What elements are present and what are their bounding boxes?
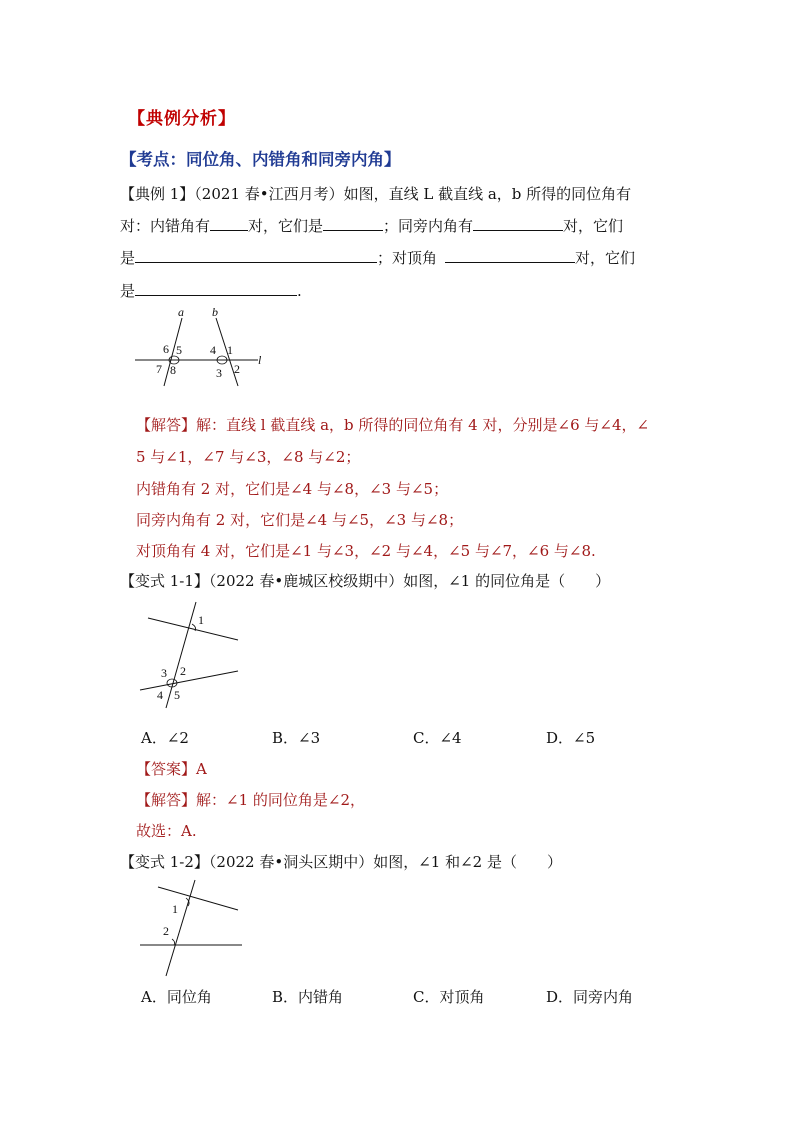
upper-line: [148, 618, 238, 640]
topic-heading: 【考点：同位角、内错角和同旁内角】: [120, 150, 401, 169]
upper-line: [158, 887, 238, 910]
blank-same-side-pairs[interactable]: [135, 248, 377, 263]
example1-line1: 【典例 1】（2021 春•江西月考）如图，直线 L 截直线 a，b 所得的同位角有: [120, 185, 632, 203]
variant1-question: 【变式 1-1】（2022 春•鹿城区校级期中）如图，∠1 的同位角是（ ）: [120, 572, 611, 590]
label-6: 6: [163, 342, 169, 356]
example1-line4-b: .: [297, 282, 302, 300]
example1-answer-line1: 【解答】解：直线 l 截直线 a，b 所得的同位角有 4 对，分别是∠6 与∠4，∠: [136, 416, 650, 434]
variant2-option-b[interactable]: B．内错角: [272, 988, 344, 1006]
label-l: l: [258, 353, 262, 367]
example1-line3-c: 对，它们: [575, 249, 636, 267]
lower-line: [140, 671, 238, 690]
label-2: 2: [180, 664, 186, 678]
example1-line2-d: 对，它们: [563, 217, 624, 235]
variant1-figure: [130, 600, 250, 710]
variant1-answer: 【答案】A: [136, 760, 207, 778]
label-4: 4: [210, 343, 216, 357]
label-4: 4: [157, 688, 163, 702]
blank-same-side-count[interactable]: [473, 216, 563, 231]
example1-answer-line3: 内错角有 2 对，它们是∠4 与∠8，∠3 与∠5；: [136, 480, 449, 498]
angle-arc-1: [192, 624, 196, 631]
blank-vertical-count[interactable]: [445, 248, 575, 263]
label-3: 3: [216, 366, 222, 380]
blank-inner-count[interactable]: [210, 216, 248, 231]
section-title: 【典例分析】: [128, 109, 236, 129]
example1-figure: [130, 300, 280, 390]
example1-line2-c: ；同旁内角有: [383, 217, 474, 235]
variant1-solution: 【解答】解：∠1 的同位角是∠2，: [136, 791, 365, 809]
example1-line4-a: 是: [120, 282, 136, 300]
label-8: 8: [170, 363, 176, 377]
label-5: 5: [174, 688, 180, 702]
blank-inner-pairs[interactable]: [323, 216, 383, 231]
variant2-option-d[interactable]: D．同旁内角: [546, 988, 634, 1006]
variant1-conclusion: 故选：A.: [136, 822, 197, 840]
example1-answer-line4: 同旁内角有 2 对，它们是∠4 与∠5，∠3 与∠8；: [136, 511, 464, 529]
variant1-option-b[interactable]: B．∠3: [272, 729, 321, 747]
example1-answer-line2: 5 与∠1，∠7 与∠3，∠8 与∠2；: [136, 448, 361, 466]
variant1-option-a[interactable]: A．∠2: [141, 729, 189, 747]
label-a: a: [178, 305, 184, 319]
example1-answer-line5: 对顶角有 4 对，它们是∠1 与∠3，∠2 与∠4，∠5 与∠7，∠6 与∠8.: [136, 542, 596, 560]
transversal: [166, 880, 195, 976]
variant1-option-c[interactable]: C．∠4: [413, 729, 462, 747]
label-1: 1: [172, 902, 178, 916]
example1-line3-b: ；对顶角: [377, 249, 438, 267]
label-5: 5: [176, 343, 182, 357]
label-1: 1: [227, 343, 233, 357]
angle-arc-2: [172, 939, 175, 945]
example1-line3: [120, 248, 635, 268]
variant2-question: 【变式 1-2】（2022 春•洞头区期中）如图，∠1 和∠2 是（ ）: [120, 853, 562, 871]
label-3: 3: [161, 666, 167, 680]
label-b: b: [212, 305, 218, 319]
variant2-option-c[interactable]: C．对顶角: [413, 988, 485, 1006]
example1-line4: [120, 281, 302, 301]
example1-line3-a: 是: [120, 249, 136, 267]
label-7: 7: [156, 362, 162, 376]
blank-vertical-pairs[interactable]: [135, 281, 297, 296]
label-1: 1: [198, 613, 204, 627]
transversal: [166, 602, 196, 708]
variant1-option-d[interactable]: D．∠5: [546, 729, 596, 747]
variant2-figure: [136, 878, 248, 978]
example1-line2-a: 对：内错角有: [120, 217, 211, 235]
example1-line2: [120, 216, 623, 236]
example1-line2-b: 对，它们是: [248, 217, 324, 235]
label-2: 2: [234, 362, 240, 376]
label-2: 2: [163, 924, 169, 938]
variant2-option-a[interactable]: A．同位角: [141, 988, 212, 1006]
